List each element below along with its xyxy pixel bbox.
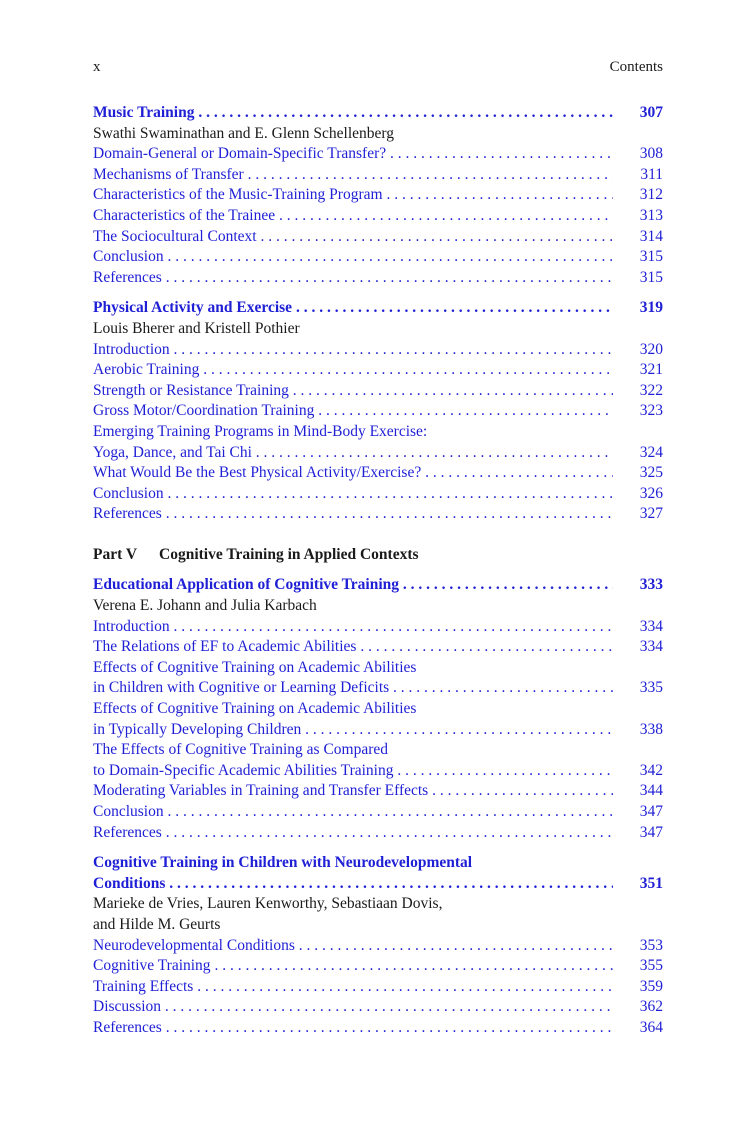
section-entry-line1[interactable]: Effects of Cognitive Training on Academic Abilities xyxy=(93,700,417,718)
section-entry[interactable]: Gross Motor/Coordination Training . . . 323 xyxy=(93,401,663,422)
chapter-entry-neurodevelopmental[interactable] xyxy=(93,874,663,895)
chapter-authors: Louis Bherer and Kristell Pothier xyxy=(93,319,300,337)
chapter-authors: Marieke de Vries, Lauren Kenworthy, Sebastiaan Dovis, xyxy=(93,895,443,913)
section-entry[interactable]: Moderating Variables in Training and Transfer Effects . . . 344 xyxy=(93,781,663,802)
chapter-title-line1[interactable]: Cognitive Training in Children with Neurodevelopmental xyxy=(93,854,473,872)
section-entry[interactable]: Domain-General or Domain-Specific Transfer? . . . 308 xyxy=(93,144,663,165)
table-of-contents xyxy=(93,103,663,1039)
section-entry[interactable]: Neurodevelopmental Conditions . . . 353 xyxy=(93,936,663,957)
part-label: Part V xyxy=(93,545,138,563)
section-entry[interactable]: References . . . 347 xyxy=(93,823,663,844)
section-entry[interactable]: What Would Be the Best Physical Activity/Exercise? . . . 325 xyxy=(93,463,663,484)
section-entry[interactable]: Characteristics of the Trainee . . . 313 xyxy=(93,206,663,227)
page-number: x xyxy=(93,59,101,75)
section-entry[interactable]: Characteristics of the Music-Training Program . . . 312 xyxy=(93,185,663,206)
running-header xyxy=(93,59,663,79)
chapter-authors: Verena E. Johann and Julia Karbach xyxy=(93,597,317,615)
part-heading xyxy=(93,545,663,566)
page-ref: 307 xyxy=(639,104,663,121)
section-entry-line2[interactable]: in Typically Developing Children . . . 338 xyxy=(93,720,663,741)
chapter-authors: Swathi Swaminathan and E. Glenn Schellenberg xyxy=(93,124,395,142)
chapter-entry-music-training[interactable] xyxy=(93,103,663,124)
section-entry[interactable]: Mechanisms of Transfer . . . 311 xyxy=(93,165,663,186)
section-entry[interactable]: Aerobic Training . . . 321 xyxy=(93,360,663,381)
section-entry[interactable]: Cognitive Training . . . 355 xyxy=(93,956,663,977)
chapter-authors: and Hilde M. Geurts xyxy=(93,915,221,933)
running-title: Contents xyxy=(609,59,663,75)
page-ref: 351 xyxy=(639,874,663,892)
section-entry-line2[interactable]: in Children with Cognitive or Learning Deficits . . . 335 xyxy=(93,678,663,699)
chapter-title: Conditions xyxy=(93,874,166,892)
section-entry[interactable]: References . . . 315 xyxy=(93,268,663,289)
chapter-title: Physical Activity and Exercise xyxy=(93,299,293,317)
chapter-title: Music Training xyxy=(93,104,195,121)
page-ref: 319 xyxy=(639,299,663,317)
section-entry[interactable]: Discussion . . . 362 xyxy=(93,997,663,1018)
chapter-entry-physical-activity[interactable] xyxy=(93,298,663,319)
section-entry[interactable]: The Sociocultural Context . . . 314 xyxy=(93,227,663,248)
chapter-entry-educational-application[interactable] xyxy=(93,575,663,596)
section-entry[interactable]: Strength or Resistance Training . . . 322 xyxy=(93,381,663,402)
section-entry[interactable]: References . . . 364 xyxy=(93,1018,663,1039)
section-entry[interactable]: Conclusion . . . 315 xyxy=(93,247,663,268)
section-entry-line1[interactable]: The Effects of Cognitive Training as Compared xyxy=(93,741,389,759)
section-entry-line2[interactable]: Yoga, Dance, and Tai Chi . . . 324 xyxy=(93,443,663,464)
section-entry[interactable]: Conclusion . . . 326 xyxy=(93,484,663,505)
section-entry-line1[interactable]: Emerging Training Programs in Mind-Body Exercise: xyxy=(93,422,428,440)
section-entry-line1[interactable]: Effects of Cognitive Training on Academic Abilities xyxy=(93,658,417,676)
section-entry[interactable]: Introduction . . . 320 xyxy=(93,340,663,361)
page-ref: 333 xyxy=(639,576,663,594)
section-entry[interactable]: Introduction . . . 334 xyxy=(93,617,663,638)
section-entry[interactable]: Training Effects . . . 359 xyxy=(93,977,663,998)
section-entry[interactable]: Conclusion . . . 347 xyxy=(93,802,663,823)
section-entry-line2[interactable]: to Domain-Specific Academic Abilities Training . . . 342 xyxy=(93,761,663,782)
section-entry[interactable]: References . . . 327 xyxy=(93,504,663,525)
section-entry[interactable]: The Relations of EF to Academic Abilities . . . 334 xyxy=(93,637,663,658)
chapter-title: Educational Application of Cognitive Training xyxy=(93,576,400,594)
part-title: Cognitive Training in Applied Contexts xyxy=(159,545,419,563)
